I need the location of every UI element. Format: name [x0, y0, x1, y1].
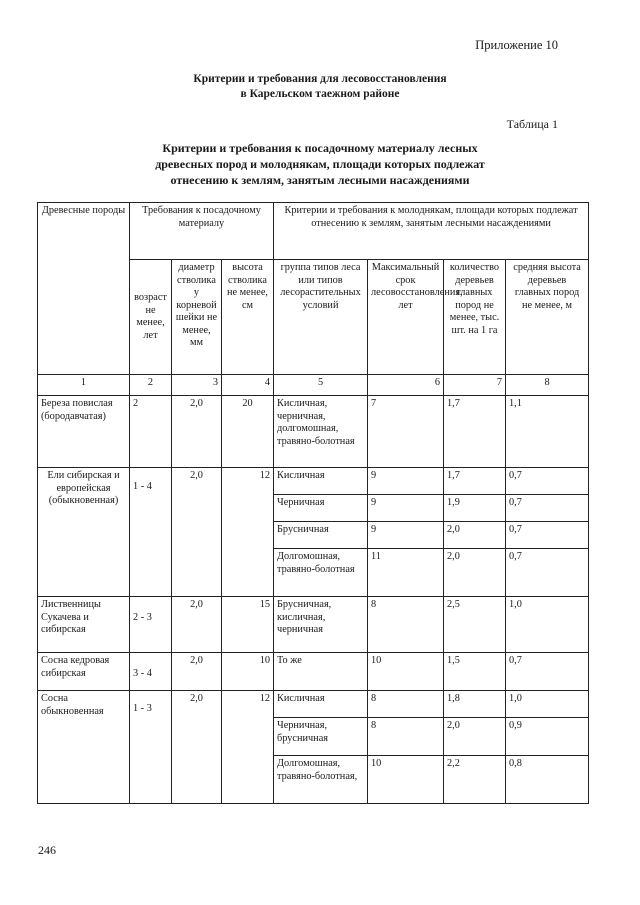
avg-height-cell: 1,0: [506, 597, 589, 653]
age-cell: 2: [130, 396, 172, 468]
header-max-term: Максимальный срок лесовосстановления, лет: [368, 260, 444, 375]
term-cell: 8: [368, 691, 444, 718]
height-cell: 15: [222, 597, 274, 653]
table-label: Таблица 1: [506, 117, 558, 131]
column-number-row: [38, 375, 589, 396]
age-value: 2 - 3: [133, 612, 152, 623]
age-value: 1 - 3: [133, 703, 152, 714]
count-cell: 2,0: [444, 549, 506, 597]
avg-height-cell: 0,7: [506, 549, 589, 597]
forest-type-cell: Кисличная, черничная, долгомошная, травяно-болотная: [274, 396, 368, 468]
term-cell: 9: [368, 495, 444, 522]
avg-height-cell: 0,9: [506, 718, 589, 756]
column-number: 2: [130, 375, 172, 396]
column-number: 5: [274, 375, 368, 396]
column-number: 3: [172, 375, 222, 396]
species-cell: Ели сибирская и европейская (обыкновенная): [38, 468, 130, 597]
species-cell: Сосна кедровая сибирская: [38, 653, 130, 691]
column-number: 1: [38, 375, 130, 396]
diameter-cell: 2,0: [172, 468, 222, 597]
avg-height-cell: 0,7: [506, 468, 589, 495]
column-number: 4: [222, 375, 274, 396]
avg-height-cell: 0,7: [506, 522, 589, 549]
forest-type-cell: То же: [274, 653, 368, 691]
term-cell: 10: [368, 756, 444, 804]
forest-type-cell: Брусничная, кисличная, черничная: [274, 597, 368, 653]
header-species: Древесные породы: [38, 203, 130, 375]
header-diameter: диаметр стволика у корневой шейки не менее, мм: [172, 260, 222, 375]
forest-type-cell: Долгомошная, травяно-болотная: [274, 549, 368, 597]
species-cell: Береза повислая (бородавчатая): [38, 396, 130, 468]
count-cell: 2,2: [444, 756, 506, 804]
table-title: [0, 140, 640, 188]
term-cell: 8: [368, 597, 444, 653]
page-number: 246: [38, 843, 56, 857]
term-cell: 9: [368, 468, 444, 495]
header-height: высота стволика не менее, см: [222, 260, 274, 375]
age-cell: [130, 468, 172, 597]
count-cell: 2,0: [444, 718, 506, 756]
avg-height-cell: 1,0: [506, 691, 589, 718]
subtitle-line: отнесению к землям, занятым лесными насаждениями: [170, 173, 470, 187]
forest-type-cell: Кисличная: [274, 691, 368, 718]
appendix-label: Приложение 10: [475, 38, 558, 52]
diameter-cell: 2,0: [172, 691, 222, 804]
diameter-cell: 2,0: [172, 396, 222, 468]
species-cell: Сосна обыкновенная: [38, 691, 130, 804]
count-cell: 2,5: [444, 597, 506, 653]
count-cell: 2,0: [444, 522, 506, 549]
header-forest-type: группа типов леса или типов лесорастительных условий: [274, 260, 368, 375]
forest-type-cell: Черничная, брусничная: [274, 718, 368, 756]
header-young-requirements: Критерии и требования к молоднякам, площади которых подлежат отнесению к землям, занятым лесными насаждениями: [274, 203, 589, 260]
term-cell: 7: [368, 396, 444, 468]
table-row: [38, 691, 589, 718]
height-cell: 10: [222, 653, 274, 691]
table-row: [38, 653, 589, 691]
table-row: [38, 396, 589, 468]
height-cell: 12: [222, 691, 274, 804]
count-cell: 1,9: [444, 495, 506, 522]
header-tree-count: количество деревьев главных пород не менее, тыс. шт. на 1 га: [444, 260, 506, 375]
age-value: 3 - 4: [133, 668, 152, 679]
subtitle-line: Критерии и требования к посадочному материалу лесных: [162, 141, 478, 155]
column-number: 8: [506, 375, 589, 396]
header-age: возраст не менее, лет: [130, 260, 172, 375]
avg-height-cell: 0,7: [506, 653, 589, 691]
document-title: [0, 72, 640, 102]
subtitle-line: древесных пород и молоднякам, площади которых подлежат: [155, 157, 485, 171]
forest-type-cell: Брусничная: [274, 522, 368, 549]
species-cell: Лиственницы Сукачева и сибирская: [38, 597, 130, 653]
title-line: в Карельском таежном районе: [240, 88, 400, 100]
header-planting-requirements: Требования к посадочному материалу: [130, 203, 274, 260]
age-cell: [130, 653, 172, 691]
term-cell: 11: [368, 549, 444, 597]
count-cell: 1,7: [444, 396, 506, 468]
term-cell: 9: [368, 522, 444, 549]
diameter-cell: 2,0: [172, 653, 222, 691]
column-number: 7: [444, 375, 506, 396]
diameter-cell: 2,0: [172, 597, 222, 653]
column-number: 6: [368, 375, 444, 396]
table-row: [38, 597, 589, 653]
table-row: [38, 468, 589, 495]
header-avg-height: средняя высота деревьев главных пород не менее, м: [506, 260, 589, 375]
forest-type-cell: Черничная: [274, 495, 368, 522]
age-value: 1 - 4: [133, 481, 152, 492]
age-cell: [130, 691, 172, 804]
count-cell: 1,5: [444, 653, 506, 691]
count-cell: 1,7: [444, 468, 506, 495]
count-cell: 1,8: [444, 691, 506, 718]
avg-height-cell: 1,1: [506, 396, 589, 468]
height-cell: 20: [222, 396, 274, 468]
criteria-table: [37, 202, 589, 804]
term-cell: 10: [368, 653, 444, 691]
term-cell: 8: [368, 718, 444, 756]
age-cell: [130, 597, 172, 653]
title-line: Критерии и требования для лесовосстановления: [193, 73, 447, 85]
header-row-main: [38, 203, 589, 260]
height-cell: 12: [222, 468, 274, 597]
avg-height-cell: 0,7: [506, 495, 589, 522]
forest-type-cell: Долгомошная, травяно-болотная,: [274, 756, 368, 804]
forest-type-cell: Кисличная: [274, 468, 368, 495]
avg-height-cell: 0,8: [506, 756, 589, 804]
